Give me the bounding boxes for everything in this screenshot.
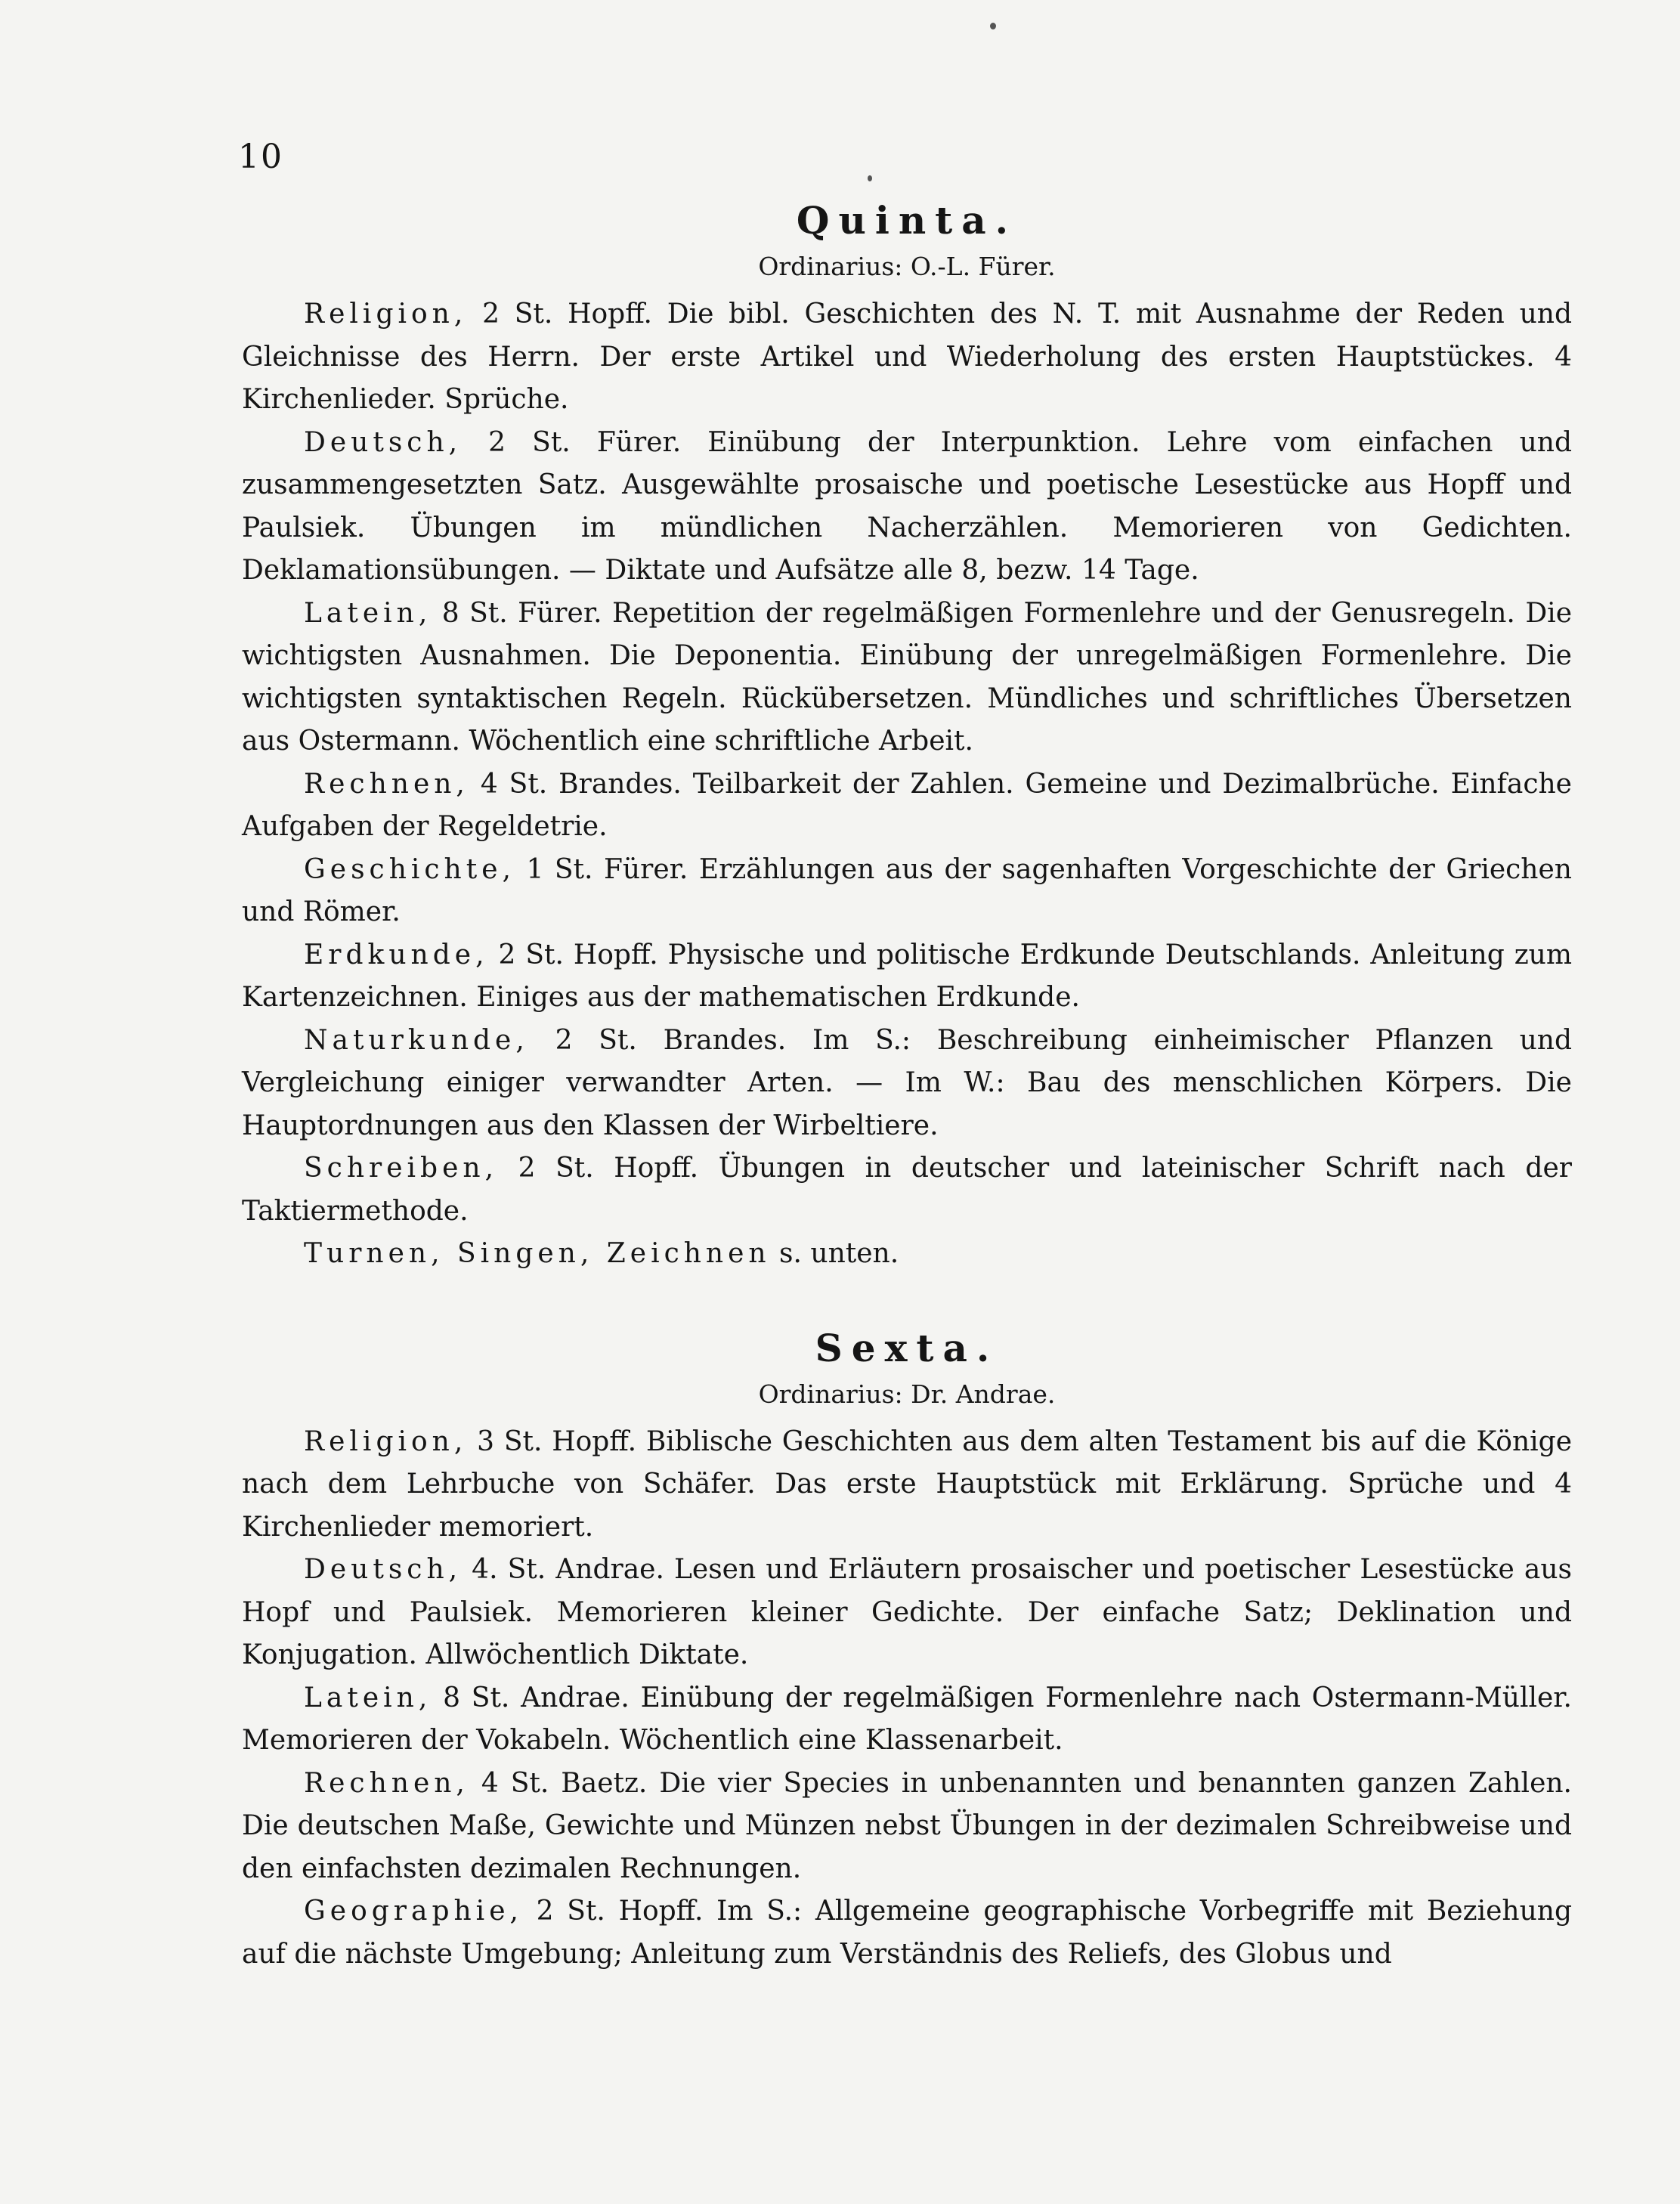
subject-entry: [242, 1233, 1572, 1276]
subject-entry: [242, 1421, 1572, 1549]
subject-name: Religion,: [304, 1425, 468, 1457]
subject-text: 2 St. Hopff. Im S.: Allgemeine geographische Vorbegriffe mit Beziehung auf die nächste Umgebung; Anleitung zum Verständnis des Reliefs, des Globus und: [242, 1896, 1572, 1970]
subject-name: Religion,: [304, 299, 468, 330]
subject-text: s. unten.: [770, 1238, 899, 1269]
subject-name: Geographie,: [304, 1896, 523, 1927]
subject-name: Naturkunde,: [304, 1024, 529, 1056]
subject-text: 1 St. Fürer. Erzählungen aus der sagenhaften Vorgeschichte der Griechen und Römer.: [242, 853, 1572, 927]
subject-entry: [242, 1147, 1572, 1233]
subject-entry: [242, 593, 1572, 763]
subject-text: 4 St. Baetz. Die vier Species in unbenannten und benannten ganzen Zahlen. Die deutschen Maße, Gewichte und Münzen nebst Übungen in der dezimalen Schreibweise und den einfachsten dezimalen Rechnungen.: [242, 1767, 1572, 1884]
subject-entry: [242, 763, 1572, 849]
page-number: 10: [238, 138, 283, 176]
subject-entry: [242, 1763, 1572, 1891]
speck-mark: [990, 23, 996, 29]
subject-name: Latein,: [304, 597, 432, 629]
subject-text: 4. St. Andrae. Lesen und Erläutern prosaischer und poetischer Lesestücke aus Hopf und Paulsiek. Memorieren kleiner Gedichte. Der einfache Satz; Deklination und Konjugation. Allwöchentlich Diktate.: [242, 1554, 1572, 1670]
subject-name: Erdkunde,: [304, 939, 489, 970]
subject-name: Rechnen,: [304, 768, 469, 800]
quinta-section: [242, 198, 1572, 1276]
subject-entry: [242, 934, 1572, 1020]
subject-name: Deutsch,: [304, 1554, 463, 1585]
subject-name: Geschichte,: [304, 853, 515, 885]
ordinarius-sexta: Ordinarius: Dr. Andrae.: [758, 1379, 1056, 1409]
section-title-sexta: Sexta.: [815, 1325, 999, 1370]
subject-entry: [242, 1549, 1572, 1677]
subject-text: 2 St. Hopff. Die bibl. Geschichten des N. T. mit Ausnahme der Reden und Gleichnisse des Herrn. Der erste Artikel und Wiederholung des ersten Hauptstückes. 4 Kirchenlieder. Sprüche.: [242, 299, 1572, 415]
subject-name: Rechnen,: [304, 1767, 469, 1799]
subject-name: Schreiben,: [304, 1153, 499, 1184]
subject-text: 2 St. Hopff. Physische und politische Erdkunde Deutschlands. Anleitung zum Kartenzeichnen. Einiges aus der mathematischen Erdkunde.: [242, 939, 1572, 1013]
subject-entry: [242, 849, 1572, 934]
page-body: [242, 198, 1572, 1976]
subject-entry: [242, 1677, 1572, 1763]
subject-text: 4 St. Brandes. Teilbarkeit der Zahlen. Gemeine und Dezimalbrüche. Einfache Aufgaben der Regeldetrie.: [242, 768, 1572, 842]
subject-name: Latein,: [304, 1682, 432, 1713]
subject-text: 8 St. Andrae. Einübung der regelmäßigen Formenlehre nach Ostermann-Müller. Memorieren der Vokabeln. Wöchentlich eine Klassenarbeit.: [242, 1682, 1572, 1756]
subject-entry: [242, 422, 1572, 593]
sexta-section: [242, 1326, 1572, 1976]
subject-entry: [242, 1020, 1572, 1148]
subject-text: 3 St. Hopff. Biblische Geschichten aus dem alten Testament bis auf die Könige nach dem Lehrbuche von Schäfer. Das erste Hauptstück mit Erklärung. Sprüche und 4 Kirchenlieder memoriert.: [242, 1425, 1572, 1543]
subject-name: Deutsch,: [304, 426, 463, 458]
section-title-quinta: Quinta.: [796, 198, 1018, 243]
subject-name: Turnen, Singen, Zeichnen: [304, 1238, 771, 1269]
subject-text: 2 St. Fürer. Einübung der Interpunktion. Lehre vom einfachen und zusammengesetzten Satz. Ausgewählte prosaische und poetische Lesestücke aus Hopff und Paulsiek. Übungen im mündlichen Nacherzählen. Memorieren von Gedichten. Deklamationsübungen. — Diktate und Aufsätze alle 8, bezw. 14 Tage.: [242, 426, 1572, 586]
subject-text: 8 St. Fürer. Repetition der regelmäßigen Formenlehre und der Genusregeln. Die wichtigsten Ausnahmen. Die Deponentia. Einübung der unregelmäßigen Formenlehre. Die wichtigsten syntaktischen Regeln. Rückübersetzen. Mündliches und schriftliches Übersetzen aus Ostermann. Wöchentlich eine schriftliche Arbeit.: [242, 597, 1572, 757]
ordinarius-quinta: Ordinarius: O.-L. Fürer.: [758, 252, 1056, 281]
subject-text: 2 St. Hopff. Übungen in deutscher und lateinischer Schrift nach der Taktiermethode.: [242, 1153, 1572, 1227]
subject-entry: [242, 293, 1572, 422]
subject-entry: [242, 1890, 1572, 1976]
subject-text: 2 St. Brandes. Im S.: Beschreibung einheimischer Pflanzen und Vergleichung einiger verwandter Arten. — Im W.: Bau des menschlichen Körpers. Die Hauptordnungen aus den Klassen der Wirbeltiere.: [242, 1024, 1572, 1141]
speck-mark: [868, 175, 872, 181]
